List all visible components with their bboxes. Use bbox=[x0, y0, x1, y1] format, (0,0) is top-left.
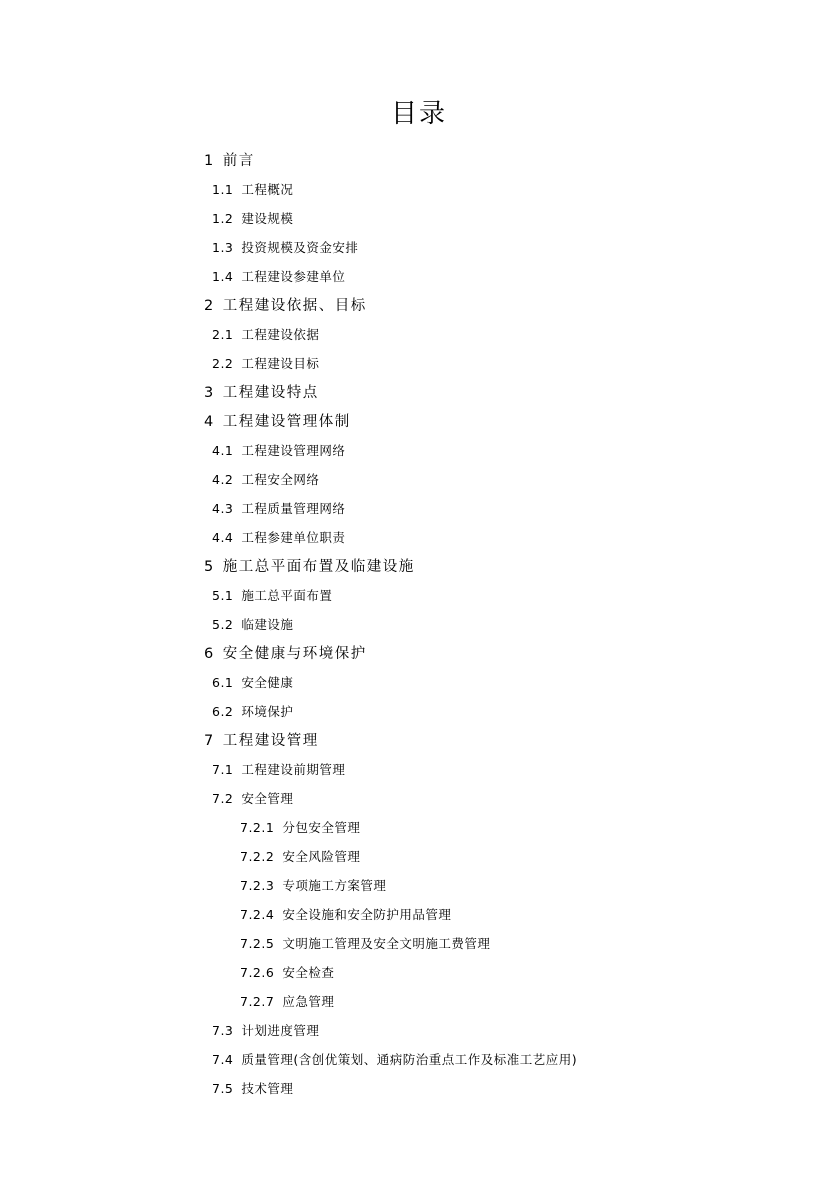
toc-entry bbox=[240, 901, 451, 929]
toc-entry bbox=[212, 495, 345, 523]
toc-entry-number: 7.3 bbox=[212, 1023, 234, 1038]
toc-entry-title: 工程建设管理 bbox=[222, 733, 319, 749]
toc-entry-number: 5 bbox=[204, 559, 215, 575]
toc-entry bbox=[212, 437, 345, 465]
toc-entry bbox=[212, 263, 345, 291]
toc-entry-number: 4.1 bbox=[212, 443, 234, 458]
page-title: 目录 bbox=[390, 99, 447, 129]
toc-entry bbox=[212, 321, 319, 349]
toc-entry-number: 7.2.5 bbox=[240, 936, 275, 951]
toc-entry-title: 安全风险管理 bbox=[282, 849, 361, 864]
toc-entry-number: 6.2 bbox=[212, 704, 234, 719]
toc-entry-number: 7.2.4 bbox=[240, 907, 275, 922]
toc-entry-title: 工程参建单位职责 bbox=[241, 530, 346, 545]
toc-entry bbox=[212, 1017, 319, 1045]
toc-entry-number: 4.2 bbox=[212, 472, 234, 487]
toc-entry bbox=[240, 814, 360, 842]
toc-entry bbox=[212, 350, 319, 378]
toc-entry-title: 安全健康与环境保护 bbox=[222, 646, 367, 662]
toc-entry bbox=[204, 553, 415, 581]
toc-entry-title: 质量管理(含创优策划、通病防治重点工作及标准工艺应用) bbox=[241, 1052, 578, 1067]
toc-entry-title: 安全设施和安全防护用品管理 bbox=[282, 907, 452, 922]
toc-entry-number: 7.2.1 bbox=[240, 820, 275, 835]
toc-entry bbox=[240, 988, 334, 1016]
toc-entry bbox=[212, 1046, 577, 1074]
toc-entry-number: 4 bbox=[204, 414, 215, 430]
toc-entry-title: 安全管理 bbox=[241, 791, 294, 806]
toc-entry-number: 1.4 bbox=[212, 269, 234, 284]
toc-entry-title: 分包安全管理 bbox=[282, 820, 361, 835]
toc-entry-title: 技术管理 bbox=[241, 1081, 294, 1096]
toc-entry bbox=[212, 698, 293, 726]
toc-entry-title: 建设规模 bbox=[241, 211, 294, 226]
toc-entry-number: 6 bbox=[204, 646, 215, 662]
toc-entry-title: 应急管理 bbox=[282, 994, 335, 1009]
toc-entry-number: 5.1 bbox=[212, 588, 234, 603]
toc-entry-title: 工程建设依据 bbox=[241, 327, 320, 342]
toc-entry-title: 工程建设管理网络 bbox=[241, 443, 346, 458]
toc-entry-title: 施工总平面布置及临建设施 bbox=[222, 559, 415, 575]
toc-entry-number: 1.3 bbox=[212, 240, 234, 255]
toc-entry bbox=[212, 205, 293, 233]
toc-entry-title: 工程建设前期管理 bbox=[241, 762, 346, 777]
toc-entry-title: 投资规模及资金安排 bbox=[241, 240, 359, 255]
toc-entry-title: 环境保护 bbox=[241, 704, 294, 719]
toc-entry bbox=[212, 785, 293, 813]
toc-entry-number: 2.1 bbox=[212, 327, 234, 342]
toc-entry bbox=[204, 147, 255, 175]
toc-entry-number: 2 bbox=[204, 298, 215, 314]
toc-entry bbox=[204, 727, 319, 755]
toc-entry-title: 工程建设依据、目标 bbox=[222, 298, 367, 314]
toc-entry-number: 7.1 bbox=[212, 762, 234, 777]
toc-entry bbox=[204, 640, 367, 668]
toc-entry-title: 工程概况 bbox=[241, 182, 294, 197]
toc-entry-title: 工程安全网络 bbox=[241, 472, 320, 487]
toc-entry bbox=[204, 408, 351, 436]
toc-entry-title: 前言 bbox=[222, 153, 255, 169]
toc-entry bbox=[212, 176, 293, 204]
toc-entry bbox=[240, 872, 386, 900]
toc-entry-number: 7.2.7 bbox=[240, 994, 275, 1009]
toc-entry-number: 5.2 bbox=[212, 617, 234, 632]
toc-entry-title: 工程建设参建单位 bbox=[241, 269, 346, 284]
toc-entry bbox=[212, 234, 358, 262]
toc-entry-title: 安全健康 bbox=[241, 675, 294, 690]
toc-entry bbox=[212, 1075, 293, 1103]
toc-entry-title: 工程建设目标 bbox=[241, 356, 320, 371]
toc-entry bbox=[212, 466, 319, 494]
toc-entry-title: 临建设施 bbox=[241, 617, 294, 632]
toc-entry-number: 1.1 bbox=[212, 182, 234, 197]
toc-entry-number: 1.2 bbox=[212, 211, 234, 226]
toc-entry bbox=[240, 930, 490, 958]
toc-entry bbox=[212, 582, 332, 610]
toc-entry bbox=[204, 292, 367, 320]
toc-entry bbox=[212, 524, 345, 552]
toc-entry-number: 7.5 bbox=[212, 1081, 234, 1096]
toc-entry bbox=[240, 843, 360, 871]
toc-entry-title: 安全检查 bbox=[282, 965, 335, 980]
toc-entry bbox=[240, 959, 334, 987]
toc-entry-number: 6.1 bbox=[212, 675, 234, 690]
toc-entry bbox=[204, 379, 319, 407]
toc-entry bbox=[212, 611, 293, 639]
toc-entry-title: 计划进度管理 bbox=[241, 1023, 320, 1038]
toc-entry-number: 7.2.2 bbox=[240, 849, 275, 864]
toc-entry bbox=[212, 669, 293, 697]
toc-entry-title: 专项施工方案管理 bbox=[282, 878, 387, 893]
toc-entry-number: 7.2 bbox=[212, 791, 234, 806]
toc-entry-number: 7.2.6 bbox=[240, 965, 275, 980]
toc-entry bbox=[212, 756, 345, 784]
toc-entry-number: 7.2.3 bbox=[240, 878, 275, 893]
toc-entry-number: 3 bbox=[204, 385, 215, 401]
toc-entry-number: 7 bbox=[204, 733, 215, 749]
toc-entry-number: 7.4 bbox=[212, 1052, 234, 1067]
toc-entry-number: 4.4 bbox=[212, 530, 234, 545]
toc-entry-title: 文明施工管理及安全文明施工费管理 bbox=[282, 936, 491, 951]
toc-entry-number: 2.2 bbox=[212, 356, 234, 371]
toc-entry-title: 施工总平面布置 bbox=[241, 588, 333, 603]
toc-entry-number: 4.3 bbox=[212, 501, 234, 516]
toc-entry-title: 工程建设管理体制 bbox=[222, 414, 351, 430]
toc-entry-title: 工程建设特点 bbox=[222, 385, 319, 401]
toc-entry-title: 工程质量管理网络 bbox=[241, 501, 346, 516]
toc-entry-number: 1 bbox=[204, 153, 215, 169]
